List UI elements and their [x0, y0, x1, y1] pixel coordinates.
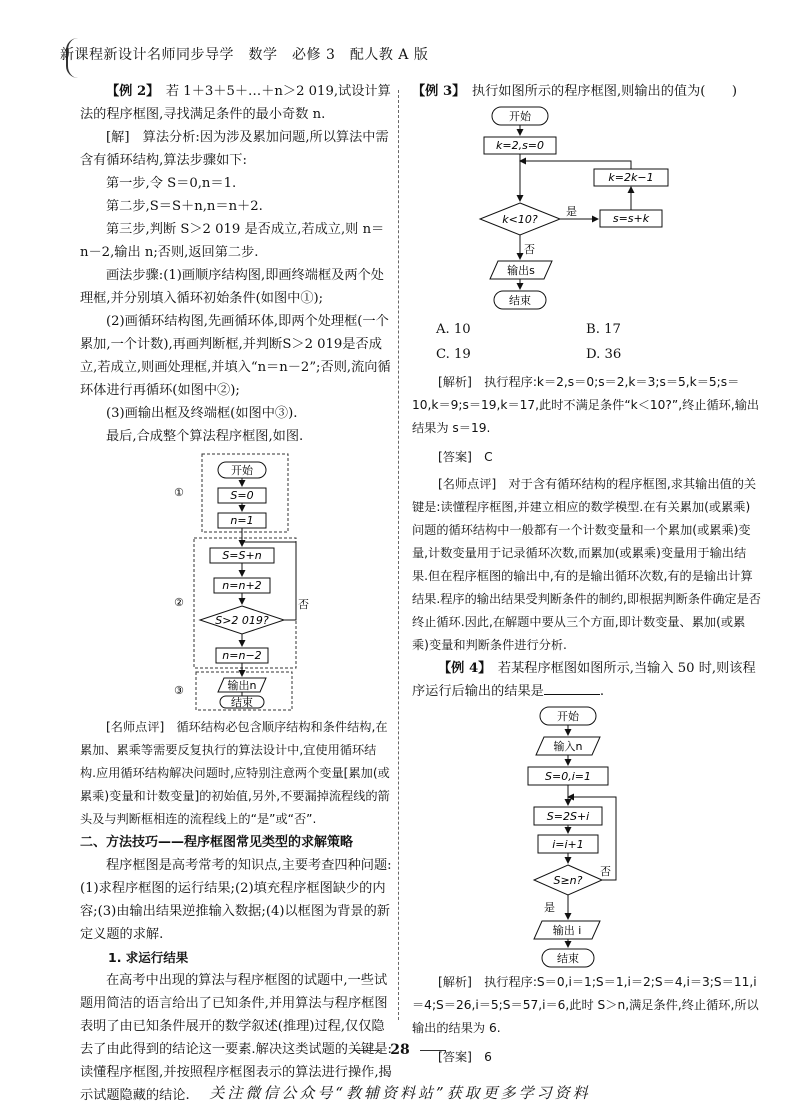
step-3: 第三步,判断 S＞2 019 是否成立,若成立,则 n＝n－2,输出 n;否则,返回第二步. — [80, 222, 385, 260]
marker-2: ② — [174, 596, 184, 609]
flowchart-example-4 — [412, 703, 762, 971]
flowchart-example-2 — [80, 448, 392, 716]
fc4-init: S=0,i=1 — [545, 770, 591, 783]
answer-value: C — [484, 450, 493, 464]
fc3-k: k=2k−1 — [608, 171, 654, 184]
fc3-cond: k<10? — [502, 213, 538, 226]
option-b: B. 17 — [586, 322, 621, 337]
fc3-no: 否 — [524, 243, 535, 256]
right-column — [412, 80, 762, 1069]
column-divider — [398, 90, 399, 1020]
answer-value: 6 — [484, 1050, 492, 1064]
fc4-cond: S≥n? — [553, 874, 583, 887]
teacher-comment-left — [80, 716, 392, 831]
fc2-no: 否 — [298, 598, 309, 611]
flowchart-example-3 — [412, 103, 762, 313]
left-column — [80, 80, 392, 1107]
fc2-cond: S>2 019? — [215, 614, 269, 627]
fc3-output: 输出s — [507, 264, 535, 277]
teacher-comment-right — [412, 473, 762, 657]
example-2 — [80, 80, 392, 126]
fc4-output: 输出 i — [552, 924, 582, 937]
subsection-title: 1. 求运行结果 — [108, 950, 189, 965]
option-c: C. 19 — [436, 347, 471, 362]
fc2-start: 开始 — [231, 464, 253, 477]
analysis-label: [解析] — [438, 375, 472, 389]
comment-label: [名师点评] — [106, 720, 165, 734]
page-number-value: 28 — [390, 1042, 410, 1058]
comment-text: 循环结构必包含顺序结构和条件结构,在累加、累乘等需要反复执行的算法设计中,宜使用循环结构.应用循环结构解决问题时,应特别注意两个变量[累加(或累乘)变量和计数变量]的初始值,另外,不要漏掉流程线的箭头及与判断框相连的流程线上的“是”或“否”. — [80, 720, 390, 826]
fc4-input: 输入n — [553, 740, 583, 753]
answer-label: [答案] — [438, 450, 472, 464]
section-intro: 程序框图是高考常考的知识点,主要考查四种问题:(1)求程序框图的运行结果;(2)填充程序框图缺少的内容;(3)由输出结果逆推输入数据;(4)以框图为背景的新定义题的求解. — [80, 858, 392, 942]
example-4-end: . — [599, 684, 605, 699]
comment-text: 对于含有循环结构的程序框图,求其输出值的关键是:读懂程序框图,并建立相应的数学模型.在有关累加(或累乘)问题的循环结构中一般都有一个计数变量和一个累加(或累乘)变量,计数变量用于记录循环次数,而累加(或累乘)变量用于输出结果.但在程序框图的输出中,有的是输出循环次数,有的是输出计算结果.程序的输出结果受判断条件的制约,即根据判断条件确定是否终止循环.因此,在解题中要从三个方面,即计数变量、累加(或累乘)变量和判断条件进行分析. — [412, 477, 761, 652]
solution-text: 算法分析:因为涉及累加问题,所以算法中需含有循环结构,算法步骤如下: — [80, 130, 389, 168]
fc3-init: k=2,s=0 — [495, 139, 545, 152]
fc2-nn2: n=n+2 — [222, 579, 262, 592]
analysis-text: 执行程序:S＝0,i＝1;S＝1,i＝2;S＝4,i＝3;S＝11,i＝4;S＝26,i＝5;S＝57,i＝6,此时 S＞n,满足条件,终止循环,所以输出的结果为 6. — [412, 975, 759, 1035]
step-2: 第二步,S＝S＋n,n＝n＋2. — [106, 199, 263, 214]
page-number — [0, 1042, 800, 1058]
drawing-step-3: (3)画输出框及终端框(如图中③). — [106, 406, 298, 421]
section-title: 二、方法技巧——程序框图常见类型的求解策略 — [80, 835, 354, 850]
drawing-step-2: (2)画循环结构图,先画循环体,即两个处理框(一个累加,一个计数),再画判断框,并判断S＞2 019是否成立,若成立,则画处理框,并填入“n＝n－2”;否则,流向循环体进行再循环(如图中②); — [80, 314, 391, 398]
fc2-ssn: S=S+n — [222, 549, 262, 562]
subsection-text: 在高考中出现的算法与程序框图的试题中,一些试题用简洁的语言给出了已知条件,并用算法与程序框图表明了由已知条件展开的数学叙述(推理)过程,仅仅隐去了由此得到的结论这一要素.解决这类试题的关键是:读懂程序框图,并按照程序框图表示的算法进行操作,揭示试题隐藏的结论. — [80, 973, 392, 1103]
analysis-4 — [412, 971, 762, 1040]
fc4-end: 结束 — [557, 952, 579, 965]
fc4-yes: 是 — [544, 901, 555, 914]
example-4 — [412, 657, 762, 703]
fc4-start: 开始 — [557, 710, 579, 723]
example-3-label: 【例 3】 — [412, 84, 459, 99]
fc3-end: 结束 — [509, 294, 531, 307]
analysis-text: 执行程序:k＝2,s＝0;s＝2,k＝3;s＝5,k＝5;s＝10,k＝9;s＝19,k＝17,此时不满足条件“k＜10?”,终止循环,输出结果为 s＝19. — [412, 375, 760, 435]
example-3-text: 执行如图所示的程序框图,则输出的值为( ) — [471, 84, 737, 99]
fc2-output: 输出n — [227, 679, 257, 692]
answer-label: [答案] — [438, 1050, 472, 1064]
options — [436, 317, 762, 367]
fc3-s: s=s+k — [612, 212, 650, 225]
fc2-n1: n=1 — [230, 514, 254, 527]
fc4-i: i=i+1 — [552, 838, 584, 851]
example-2-text: 若 1＋3＋5＋…＋n＞2 019,试设计算法的程序框图,寻找满足条件的最小奇数 n. — [80, 84, 391, 122]
solution-intro — [80, 126, 392, 172]
example-4-text: 若某程序框图如图所示,当输入 50 时,则该程序运行后输出的结果是 — [412, 661, 756, 699]
fc4-s: S=2S+i — [546, 810, 590, 823]
analysis-3 — [412, 371, 762, 440]
example-2-label: 【例 2】 — [106, 84, 153, 99]
drawing-step-1: 画法步骤:(1)画顺序结构图,即画终端框及两个处理框,并分别填入循环初始条件(如图中①); — [80, 268, 384, 306]
fc2-end: 结束 — [231, 696, 253, 709]
footer-text: 关注微信公众号“教辅资料站”获取更多学习资料 — [209, 1084, 591, 1102]
fc4-no: 否 — [600, 865, 611, 878]
page-header: 新课程新设计名师同步导学 数学 必修 3 配人教 A 版 — [60, 47, 429, 63]
analysis-label: [解析] — [438, 975, 472, 989]
answer-3 — [412, 446, 762, 469]
answer-blank — [544, 694, 600, 695]
marker-1: ① — [174, 486, 184, 499]
option-d: D. 36 — [586, 347, 622, 362]
drawing-step-4: 最后,合成整个算法程序框图,如图. — [106, 429, 304, 444]
step-1: 第一步,令 S＝0,n＝1. — [106, 176, 237, 191]
solution-label: [解] — [106, 130, 130, 145]
fc3-start: 开始 — [509, 110, 531, 123]
option-a: A. 10 — [436, 322, 471, 337]
example-4-label: 【例 4】 — [438, 661, 485, 676]
fc3-yes: 是 — [566, 205, 577, 218]
example-3 — [412, 80, 762, 103]
fc2-s0: S=0 — [230, 489, 254, 502]
fc2-nm2: n=n−2 — [222, 649, 262, 662]
marker-3: ③ — [174, 684, 184, 697]
comment-label: [名师点评] — [438, 477, 497, 491]
